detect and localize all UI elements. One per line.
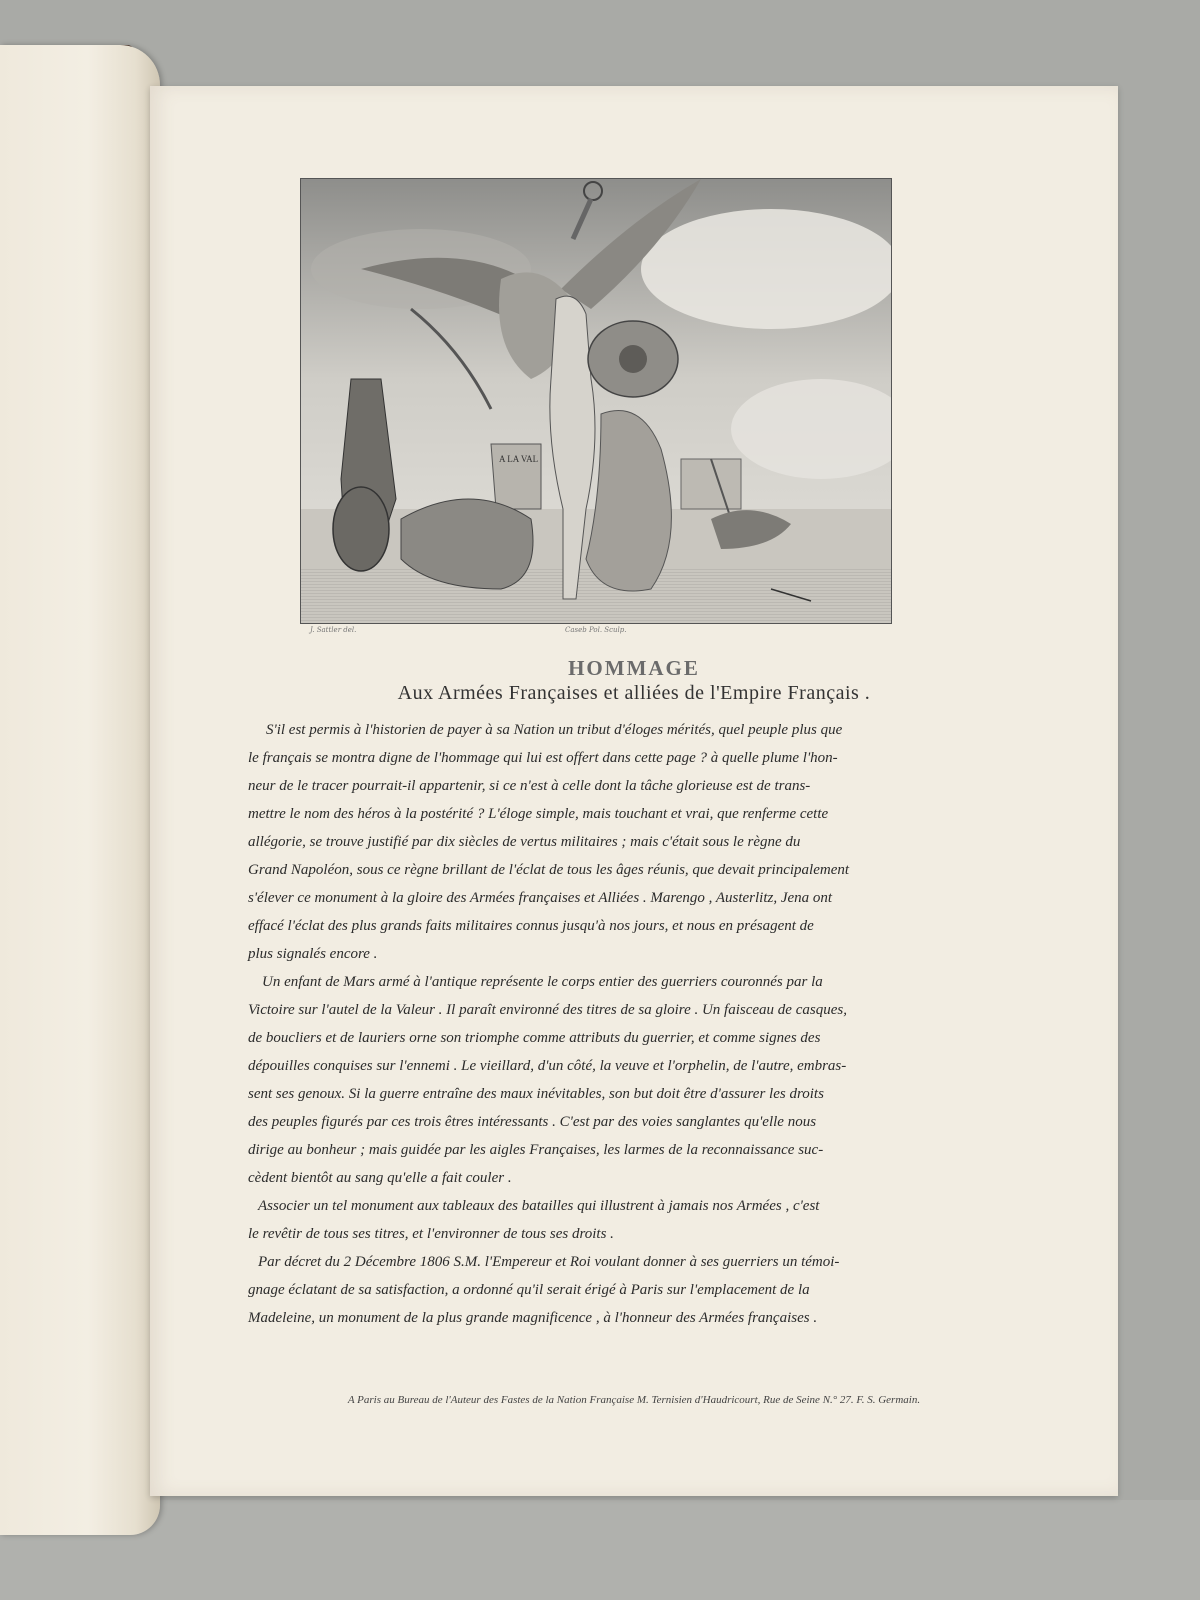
text-line: allégorie, se trouve justifié par dix siècles de vertus militaires ; mais c'était sous le règne du bbox=[248, 834, 801, 850]
text-line: Grand Napoléon, sous ce règne brillant de l'éclat de tous les âges réunis, que devait principalement bbox=[248, 862, 850, 878]
engraver-credit: Caseb Pol. Sculp. bbox=[565, 626, 627, 634]
imprint-footer: A Paris au Bureau de l'Auteur des Fastes de la Nation Française M. Ternisien d'Haudricourt, Rue de Seine N.° 27. F. S. Germain. bbox=[347, 1394, 921, 1406]
text-line: le revêtir de tous ses titres, et l'environner de tous ses droits . bbox=[248, 1226, 614, 1242]
text-line: effacé l'éclat des plus grands faits militaires connus jusqu'à nos jours, et nous en présagent de bbox=[248, 918, 814, 934]
body-text bbox=[248, 716, 928, 1332]
text-line: le français se montra digne de l'hommage qui lui est offert dans cette page ? à quelle plume l'hon- bbox=[248, 750, 838, 766]
allegory-engraving bbox=[301, 179, 891, 623]
left-page bbox=[0, 45, 160, 1535]
text-line: mettre le nom des héros à la postérité ? L'éloge simple, mais touchant et vrai, que renferme cette bbox=[248, 806, 829, 822]
artist-credit: J. Sattler del. bbox=[310, 626, 357, 634]
text-line: Par décret du 2 Décembre 1806 S.M. l'Empereur et Roi voulant donner à ses guerriers un témoi- bbox=[258, 1254, 840, 1270]
text-line: des peuples figurés par ces trois êtres intéressants . C'est par des voies sanglantes qu'elle nous bbox=[248, 1114, 817, 1130]
text-line: sent ses genoux. Si la guerre entraîne des maux inévitables, son but doit être d'assurer les droits bbox=[248, 1086, 824, 1102]
paragraph-2 bbox=[248, 968, 928, 1192]
page-subtitle: Aux Armées Françaises et alliées de l'Empire Français . bbox=[397, 682, 871, 704]
fortress bbox=[681, 459, 741, 509]
text-line: de boucliers et de lauriers orne son triomphe comme attributs du guerrier, et comme signes des bbox=[248, 1030, 821, 1046]
cloud bbox=[641, 209, 891, 329]
text-line: plus signalés encore . bbox=[248, 946, 378, 962]
engraving-illustration bbox=[300, 178, 892, 624]
text-line: dirige au bonheur ; mais guidée par les aigles Françaises, les larmes de la reconnaissance suc- bbox=[248, 1142, 824, 1158]
paragraph-1 bbox=[248, 716, 928, 968]
text-line: S'il est permis à l'historien de payer à sa Nation un tribut d'éloges mérités, quel peuple plus que bbox=[266, 722, 843, 738]
ground-shading bbox=[301, 569, 891, 623]
paragraph-3 bbox=[248, 1192, 928, 1248]
round-shield bbox=[333, 487, 389, 571]
text-line: cèdent bientôt au sang qu'elle a fait couler . bbox=[248, 1170, 512, 1186]
text-line: Madeleine, un monument de la plus grande magnificence , à l'honneur des Armées françaises . bbox=[248, 1310, 818, 1326]
text-line: Associer un tel monument aux tableaux des batailles qui illustrent à jamais nos Armées , c'est bbox=[258, 1198, 820, 1214]
paragraph-4 bbox=[248, 1248, 928, 1332]
text-line: s'élever ce monument à la gloire des Armées françaises et Alliées . Marengo , Austerlitz, Jena ont bbox=[248, 890, 833, 906]
text-line: neur de le tracer pourrait-il appartenir, si ce n'est à celle dont la tâche glorieuse est de trans- bbox=[248, 778, 811, 794]
text-line: Victoire sur l'autel de la Valeur . Il paraît environné des titres de sa gloire . Un faisceau de casques, bbox=[248, 1002, 847, 1018]
text-line: Un enfant de Mars armé à l'antique représente le corps entier des guerriers couronnés par la bbox=[262, 974, 823, 990]
altar-inscription: A LA VAL bbox=[499, 454, 539, 464]
table-surface bbox=[0, 1500, 1200, 1600]
text-line: dépouilles conquises sur l'ennemi . Le vieillard, d'un côté, la veuve et l'orphelin, de l'autre, embras- bbox=[248, 1058, 847, 1074]
text-line: gnage éclatant de sa satisfaction, a ordonné qu'il serait érigé à Paris sur l'emplacement de la bbox=[248, 1282, 810, 1298]
medusa-emblem bbox=[619, 345, 647, 373]
page-title: HOMMAGE bbox=[568, 656, 700, 680]
